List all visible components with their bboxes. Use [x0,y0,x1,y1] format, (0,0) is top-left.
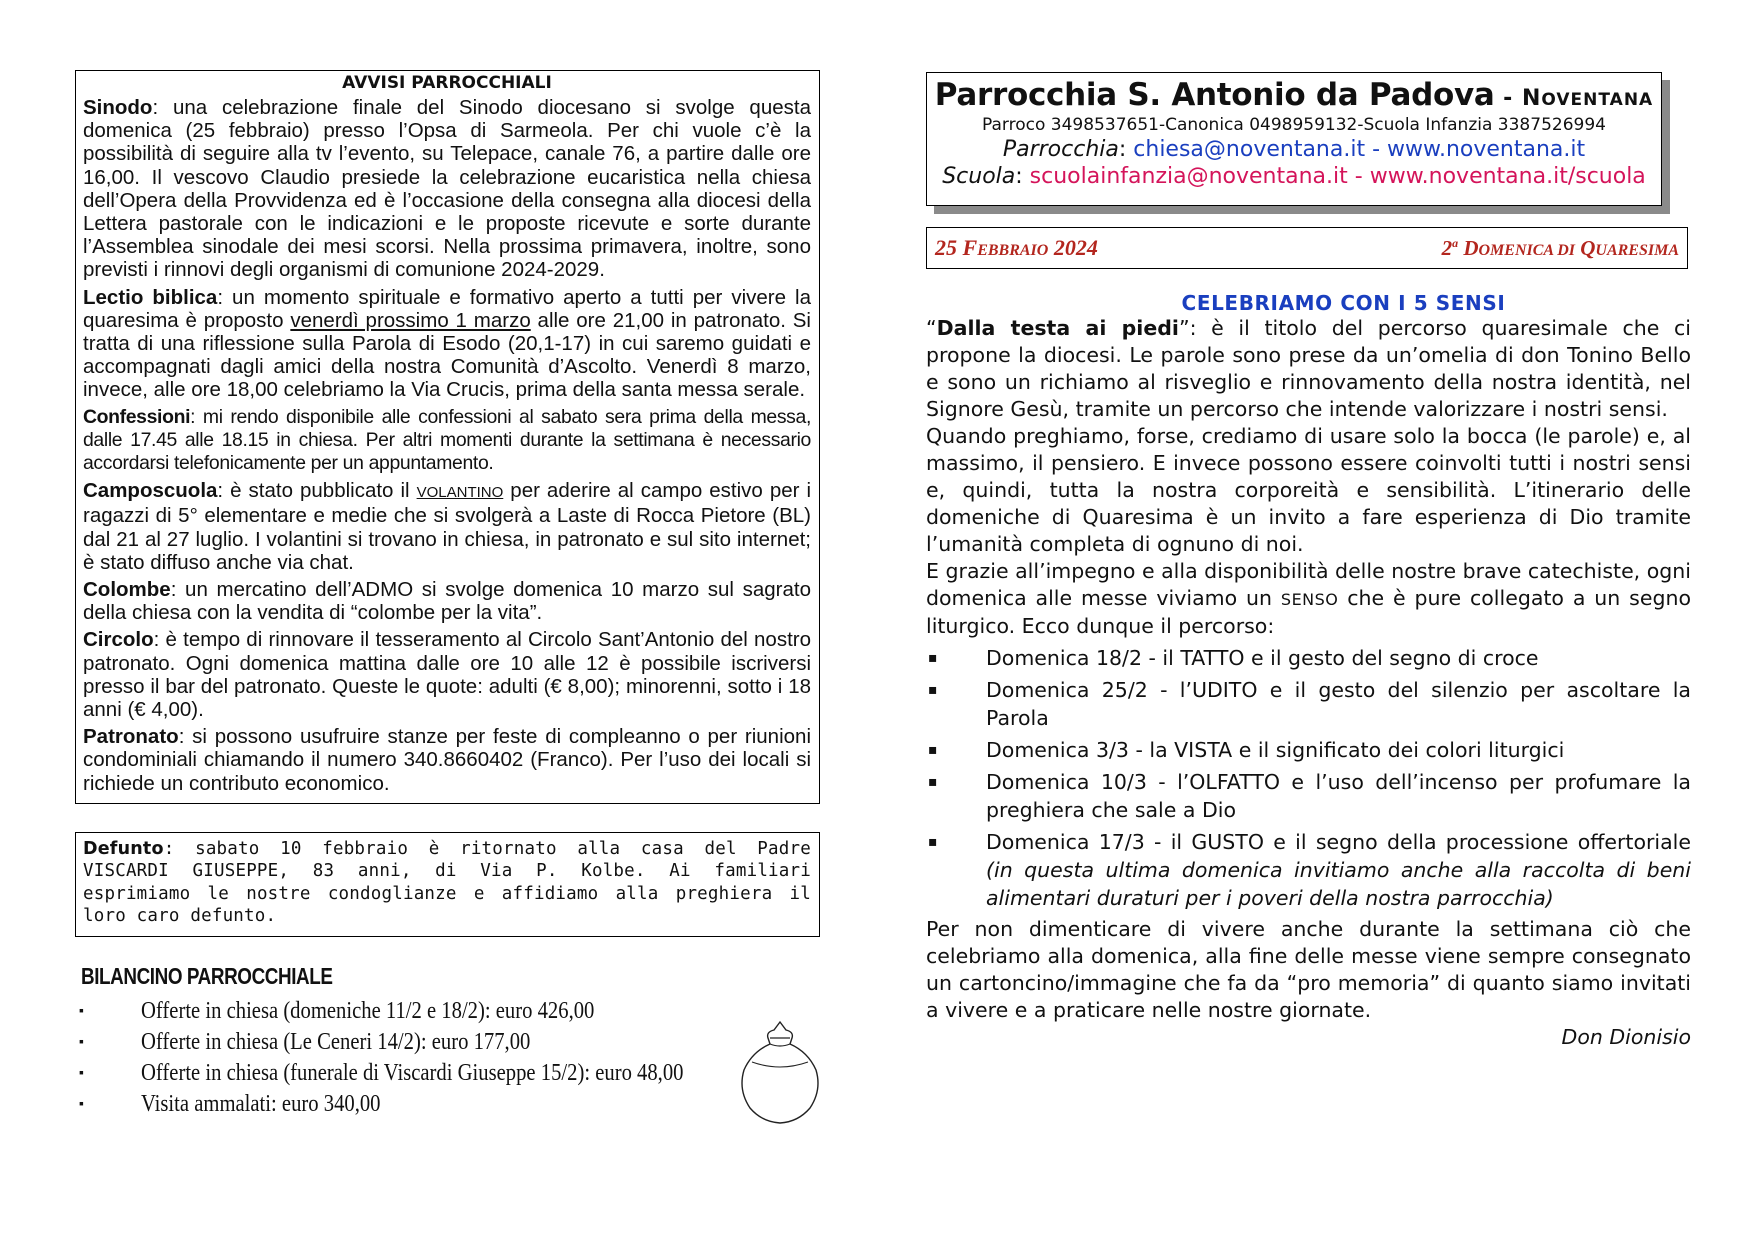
parrocchia-contacts [927,137,1661,162]
avviso-text: per aderire al campo estivo per i ragazzi di 5° elementare e medie che si svolgerà a Laste di Rocca Pietore (BL) dal 21 al 27 luglio. I volantini si trovano in chiesa, in patronato e sul sito internet; è stato diffuso anche via chat. [83,479,812,574]
article-title: CELEBRIAMO CON I 5 SENSI [1181,291,1506,315]
avviso-label: Patronato [83,725,179,749]
list-item [926,828,1691,912]
signature: Don Dionisio [1561,1025,1691,1049]
bullet-icon: ▪ [928,834,938,850]
avviso-label: Lectio biblica [83,285,218,309]
avviso-text: : è tempo di rinnovare il tesseramento al Circolo Sant’Antonio del nostro patronato. Ogni domenica mattina dalle ore 10 alle 12 è possibile iscriversi presso il bar del patronato. Queste le quote: adulti (€ 8,00); minorenni, sotto i 18 anni (€ 4,00). [83,628,811,722]
parish-title [927,77,1661,113]
date-bar [926,227,1688,269]
sunday-text-main: Domenica 17/3 - il GUSTO e il segno della processione offertoriale [986,830,1691,854]
bullet-icon: ▪ [79,1096,84,1112]
list-item [926,676,1691,732]
avviso-label: Colombe [83,578,171,602]
avviso-confessioni [83,406,811,476]
volantino-link[interactable]: VOLANTINO [416,484,504,502]
defunto-box [75,832,820,937]
sunday-text [986,828,1691,912]
list-item [926,644,1691,672]
scuola-web-link[interactable]: www.noventana.it/scuola [1369,164,1646,189]
avviso-camposcuola [83,479,811,574]
defunto-label: Defunto [83,838,164,859]
sunday-note: (in questa ultima domenica invitiamo anche alla raccolta di beni alimentari duraturi per i poveri della nostra parrocchia) [986,858,1691,910]
bilancino-item-text: Visita ammalati: euro 340,00 [141,1090,381,1117]
scuola-email-link[interactable]: scuolainfanzia@noventana.it [1029,164,1348,189]
sunday-text: Domenica 3/3 - la VISTA e il significato dei colori liturgici [986,738,1565,762]
sunday-text: Domenica 25/2 - l’UDITO e il gesto del silenzio per ascoltare la Parola [986,678,1691,730]
phone-numbers: Parroco 3498537651-Canonica 0498959132-Scuola Infanzia 3387526994 [982,115,1606,135]
avviso-label: Confessioni [83,405,191,428]
bullet-icon: ▪ [928,774,938,790]
parrocchia-web-link[interactable]: www.noventana.it [1387,137,1586,162]
avviso-text: : una celebrazione finale del Sinodo diocesano si svolge questa domenica (25 febbraio) presso l’Opsa di Sarmeola. Per chi vuole c’è la possibilità di seguire alla tv l’evento, su Telepace, canale 76, a partire dalle ore 16,00. Il vescovo Claudio presiede la celebrazione eucaristica nella chiesa dell’Opera della Provvidenza ed è l’occasione della consegna alla diocesi della Lettera pastorale con le indicazioni e le proposte ricevute e sorte durante l’Assemblea sinodale dei mesi scorsi. Nella prossima primavera, inoltre, sono previsti i rinnovi degli organismi di comunione 2024-2029. [83,96,811,282]
parish-name: Parrocchia S. Antonio da Padova [934,77,1495,113]
article-text: ”: è il titolo del percorso quaresimale che ci propone la diocesi. Le parole sono prese da un’omelia di don Tonino Bello e sono un richiamo al risveglio e rinnovamento della nostra identità, nel Signore Gesù, tramite un percorso che intende valorizzare i nostri sensi. [926,316,1691,421]
list-item [75,1089,837,1120]
scuola-label: Scuola [942,164,1016,189]
avviso-text: alle ore 21,00 in patronato. Si tratta di una riflessione sulla Parola di Esodo (20,1-17) in cui saremo guidati e accompagnati dagli amici della nostra Comunità d’Ascolto. Venerdì 8 marzo, invece, alle ore 18,00 celebriamo la Via Crucis, prima della santa messa serale. [83,308,811,402]
avvisi-title: AVVISI PARROCCHIALI [342,73,552,93]
separator: : [1118,137,1134,162]
list-item [926,768,1691,824]
article-text: che è pure collegato a un segno liturgico. Ecco dunque il percorso: [926,586,1692,638]
bilancino-title: BILANCINO PARROCCHIALE [81,962,333,989]
avviso-circolo [83,628,811,721]
separator: : [1015,164,1030,189]
list-item [926,736,1691,764]
bullet-icon: ▪ [928,650,938,666]
right-column [926,72,1691,1051]
header-box [926,72,1662,206]
sunday-text: Domenica 18/2 - il TATTO e il gesto del segno di croce [986,646,1539,670]
liturgical-sunday: 2$^a$ DOMENICA DI QUARESIMA [1441,235,1679,260]
article-quote-title: Dalla testa ai piedi [936,316,1179,340]
bilancino-item-text: Offerte in chiesa (Le Ceneri 14/2): euro 177,00 [141,1028,531,1055]
bilancino-list [75,996,837,1120]
avviso-label: Camposcuola [83,479,218,503]
bullet-icon: ▪ [79,1065,84,1081]
senso-word: SENSO [1280,590,1339,609]
bullet-icon: ▪ [79,1003,84,1019]
article-paragraph-3 [926,558,1691,640]
separator: - [1365,137,1388,162]
bilancino-item-text: Offerte in chiesa (domeniche 11/2 e 18/2): euro 426,00 [141,997,595,1024]
left-column [75,70,837,1120]
parish-subtitle: - NOVENTANA [1494,86,1654,111]
bullet-icon: ▪ [928,742,938,758]
quote-mark: “ [926,316,937,340]
parrocchia-email-link[interactable]: chiesa@noventana.it [1133,137,1366,162]
avviso-underlined-date: venerdì prossimo 1 marzo [290,308,531,332]
separator: - [1347,164,1370,189]
article-text: E grazie all’impegno e alla disponibilità delle nostre brave catechiste, ogni domenica alle messe viviamo un [926,559,1691,610]
parrocchia-label: Parrocchia [1002,137,1119,162]
article-paragraph-1 [926,315,1691,423]
bilancino-section [75,963,837,1120]
list-item [75,996,837,1027]
sundays-list [926,644,1691,912]
issue-date: 25 FEBBRAIO 2024 [935,235,1098,260]
article-paragraph-4: Per non dimenticare di vivere anche durante la settimana ciò che celebriamo alla domenica, alla fine delle messe viene sempre consegnato un cartoncino/immagine che fa da “pro memoria” di quanto siamo invitati a vivere e a praticare nelle nostre giornate. [926,917,1691,1022]
avviso-patronato [83,725,811,795]
defunto-text: : sabato 10 febbraio è ritornato alla casa del Padre VISCARDI GIUSEPPE, 83 anni, di Via P. Kolbe. Ai familiari esprimiamo le nostre condoglianze e affidiamo alla preghiera il loro caro defunto. [83,838,811,927]
avviso-label: Circolo [83,628,154,652]
parish-header [926,72,1671,216]
bilancino-item-text: Offerte in chiesa (funerale di Viscardi Giuseppe 15/2): euro 48,00 [141,1059,684,1086]
bullet-icon: ▪ [928,682,938,698]
avviso-text: : un momento spirituale e formativo aperto a tutti per vivere la quaresima è proposto [83,285,812,332]
bullet-icon: ▪ [79,1034,84,1050]
avvisi-box [75,70,820,804]
avviso-label: Sinodo [83,96,153,119]
urn-icon [730,1018,830,1128]
list-item [75,1027,837,1058]
avviso-lectio [83,286,811,402]
list-item [75,1058,837,1089]
avviso-text: : è stato pubblicato il [217,479,417,503]
avviso-text: : mi rendo disponibile alle confessioni al sabato sera prima della messa, dalle 17.45 alle 18.15 in chiesa. Per altri momenti durante la settimana è necessario accordarsi telefonicamente per un appuntamento. [83,405,811,475]
avviso-sinodo [83,96,811,282]
avviso-text: : si possono usufruire stanze per feste di compleanno o per riunioni condominiali chiamando il numero 340.8660402 (Franco). Per l’uso dei locali si richiede un contributo economico. [83,725,811,795]
avviso-colombe [83,578,811,624]
scuola-contacts [927,164,1661,189]
avviso-text: : un mercatino dell’ADMO si svolge domenica 10 marzo sul sagrato della chiesa con la vendita di “colombe per la vita”. [83,578,811,625]
article-paragraph-2: Quando preghiamo, forse, crediamo di usare solo la bocca (le parole) e, al massimo, il pensiero. E invece possono essere coinvolti tutti i nostri sensi e, quindi, tutta la nostra corporeità e sensibilità. L’itinerario delle domeniche di Quaresima è un invito a fare esperienza di Dio tramite l’umanità completa di ognuno di noi. [926,424,1691,556]
sunday-text: Domenica 10/3 - l’OLFATTO e l’uso dell’incenso per profumare la preghiera che sale a Dio [986,770,1691,822]
